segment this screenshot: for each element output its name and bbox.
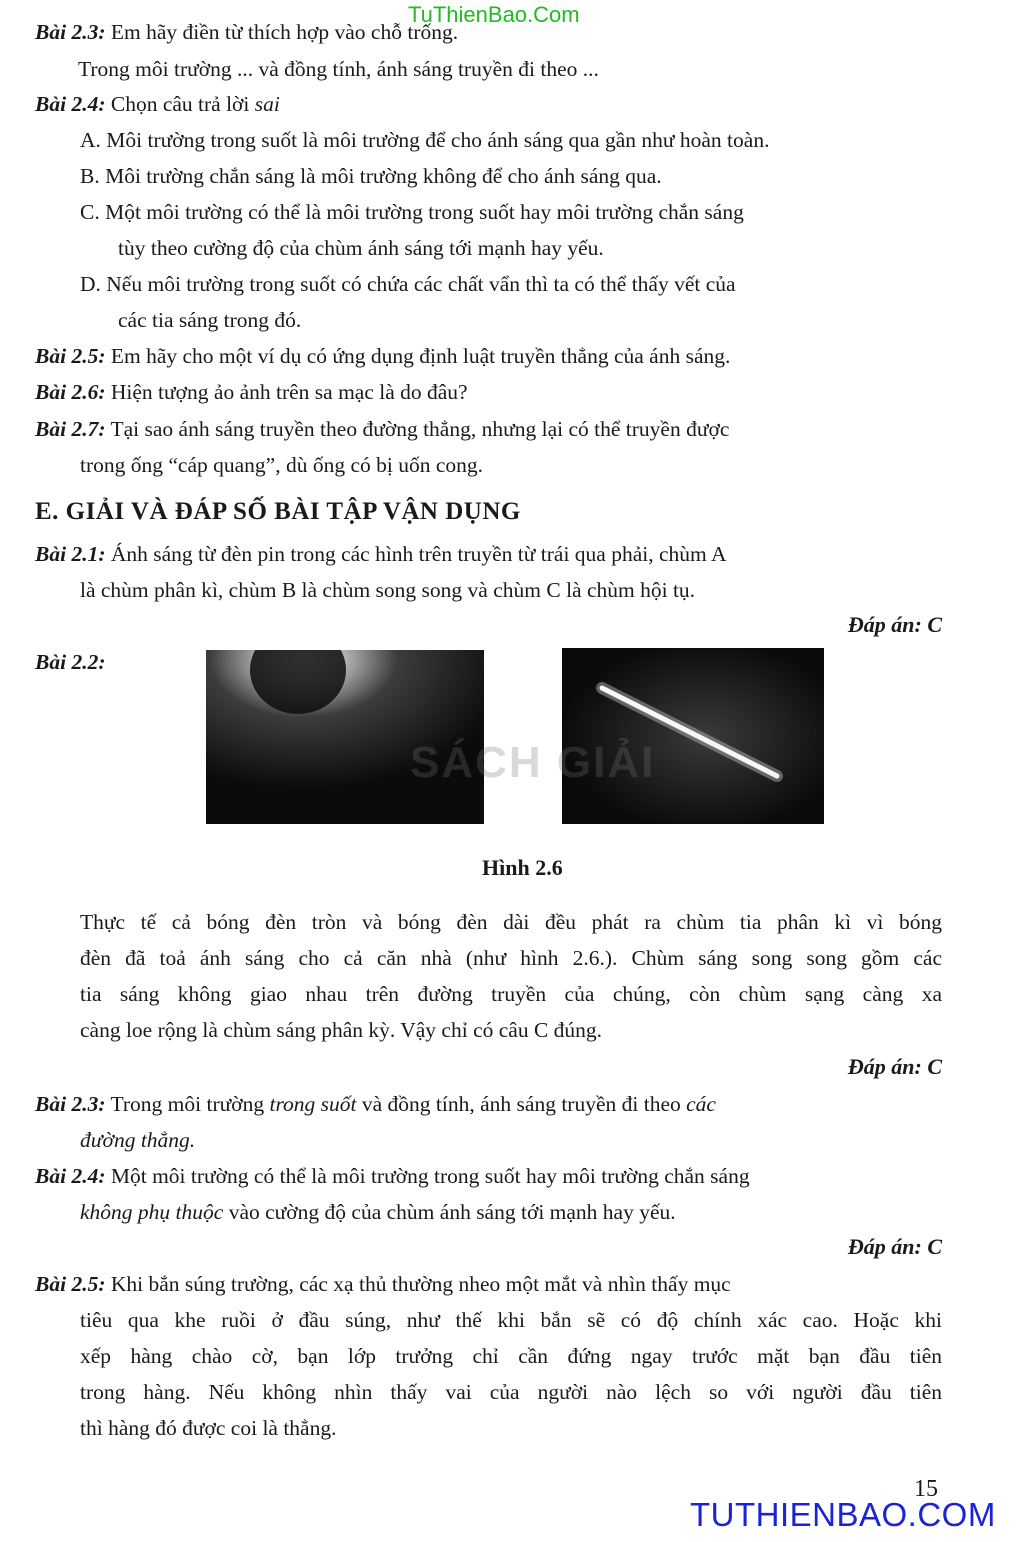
option-letter: D. bbox=[80, 272, 101, 296]
solution-text: Khi bắn súng trường, các xạ thủ thường nheo một mắt và nhìn thấy mục bbox=[110, 1272, 731, 1296]
page-number: 15 bbox=[914, 1476, 938, 1502]
answer-label: Đáp án: C bbox=[847, 1234, 942, 1259]
solution-2-5-line4: trong hàng. Nếu không nhìn thấy vai của người nào lệch so với người đầu tiên bbox=[80, 1380, 942, 1404]
option-text: Một môi trường có thể là môi trường trong suốt hay môi trường chắn sáng bbox=[105, 200, 744, 224]
exercise-2-4 bbox=[35, 90, 280, 118]
section-heading: E. GIẢI VÀ ĐÁP SỐ BÀI TẬP VẬN DỤNG bbox=[35, 498, 521, 525]
solution-2-1-line2: là chùm phân kì, chùm B là chùm song song và chùm C là chùm hội tụ. bbox=[80, 578, 696, 602]
long-bulb-glow-image bbox=[562, 648, 824, 824]
exercise-2-6 bbox=[35, 378, 468, 406]
solution-text: và đồng tính, ánh sáng truyền đi theo bbox=[361, 1092, 681, 1116]
solution-emphasis: các bbox=[686, 1092, 716, 1116]
option-b bbox=[80, 162, 662, 190]
solution-label: Bài 2.1: bbox=[35, 542, 106, 566]
solution-2-3-line2: đường thẳng. bbox=[80, 1128, 196, 1152]
watermark-middle: SÁCH GIẢI bbox=[410, 738, 656, 787]
solution-2-5-line3: xếp hàng chào cờ, bạn lớp trưởng chỉ cần đứng ngay trước mặt bạn đầu tiên bbox=[80, 1344, 942, 1368]
solution-label: Bài 2.5: bbox=[35, 1272, 106, 1296]
exercise-text: Chọn câu trả lời bbox=[110, 92, 250, 116]
exercise-2-3-line1 bbox=[35, 18, 458, 46]
solution-emphasis: không phụ thuộc bbox=[80, 1200, 224, 1224]
answer-label: Đáp án: C bbox=[847, 1054, 942, 1079]
solution-2-1-line1 bbox=[35, 540, 726, 568]
option-text: Môi trường chắn sáng là môi trường không để cho ánh sáng qua. bbox=[105, 164, 662, 188]
option-letter: A. bbox=[80, 128, 101, 152]
solution-text: vào cường độ của chùm ánh sáng tới mạnh hay yếu. bbox=[228, 1200, 676, 1224]
option-a bbox=[80, 126, 769, 154]
exercise-label: Bài 2.4: bbox=[35, 92, 106, 116]
exercise-label: Bài 2.7: bbox=[35, 417, 106, 441]
solution-label: Bài 2.3: bbox=[35, 1092, 106, 1116]
exercise-text: Em hãy điền từ thích hợp vào chỗ trống. bbox=[110, 20, 459, 44]
option-letter: C. bbox=[80, 200, 100, 224]
solution-2-2-label bbox=[35, 648, 105, 676]
solution-2-4-line1 bbox=[35, 1162, 750, 1190]
exercise-2-5 bbox=[35, 342, 730, 370]
figure-caption: Hình 2.6 bbox=[482, 855, 563, 880]
exercise-label: Bài 2.5: bbox=[35, 344, 106, 368]
exercise-2-7-line2: trong ống “cáp quang”, dù ống có bị uốn cong. bbox=[80, 453, 484, 477]
exercise-emphasis: sai bbox=[254, 92, 280, 116]
option-letter: B. bbox=[80, 164, 100, 188]
photo-round-bulb bbox=[206, 650, 484, 824]
exercise-text: Tại sao ánh sáng truyền theo đường thẳng, nhưng lại có thể truyền được bbox=[110, 417, 730, 441]
watermark-bottom: TUTHIENBAO.COM bbox=[690, 1496, 996, 1533]
solution-2-5-line5: thì hàng đó được coi là thẳng. bbox=[80, 1416, 337, 1440]
explanation-line-1: Thực tế cả bóng đèn tròn và bóng đèn dài đều phát ra chùm tia phân kì vì bóng bbox=[80, 910, 942, 934]
option-text: Nếu môi trường trong suốt có chứa các chất vẩn thì ta có thể thấy vết của bbox=[106, 272, 736, 296]
solution-2-5-line1 bbox=[35, 1270, 731, 1298]
exercise-text: Hiện tượng ảo ảnh trên sa mạc là do đâu? bbox=[110, 380, 468, 404]
explanation-line-2: đèn đã toả ánh sáng cho cả căn nhà (như hình 2.6.). Chùm sáng song song gồm các bbox=[80, 946, 942, 970]
option-d-line2: các tia sáng trong đó. bbox=[118, 308, 302, 332]
exercise-label: Bài 2.6: bbox=[35, 380, 106, 404]
solution-label: Bài 2.4: bbox=[35, 1164, 106, 1188]
option-d-line1 bbox=[80, 270, 736, 298]
photo-long-bulb bbox=[562, 648, 824, 824]
exercise-text: Em hãy cho một ví dụ có ứng dụng định luật truyền thẳng của ánh sáng. bbox=[110, 344, 731, 368]
solution-2-3-line1 bbox=[35, 1090, 716, 1118]
round-bulb-glow-image bbox=[206, 650, 484, 824]
solution-text: Trong môi trường bbox=[110, 1092, 265, 1116]
exercise-label: Bài 2.3: bbox=[35, 20, 106, 44]
solution-label: Bài 2.2: bbox=[35, 650, 106, 674]
exercise-2-3-line2: Trong môi trường ... và đồng tính, ánh sáng truyền đi theo ... bbox=[78, 57, 599, 81]
answer-label: Đáp án: C bbox=[847, 612, 942, 637]
exercise-2-7-line1 bbox=[35, 415, 729, 443]
option-c-line1 bbox=[80, 198, 744, 226]
solution-2-4-line2 bbox=[80, 1198, 676, 1226]
watermark-top: TuThienBao.Com bbox=[408, 2, 580, 27]
explanation-line-3: tia sáng không giao nhau trên đường truyền của chúng, còn chùm sạng càng xa bbox=[80, 982, 942, 1006]
solution-text: Một môi trường có thể là môi trường trong suốt hay môi trường chắn sáng bbox=[110, 1164, 750, 1188]
option-c-line2: tùy theo cường độ của chùm ánh sáng tới mạnh hay yếu. bbox=[118, 236, 604, 260]
solution-2-5-line2: tiêu qua khe ruồi ở đầu súng, như thế khi bắn sẽ có độ chính xác cao. Hoặc khi bbox=[80, 1308, 942, 1332]
option-text: Môi trường trong suốt là môi trường để cho ánh sáng qua gần như hoàn toàn. bbox=[106, 128, 770, 152]
solution-emphasis: trong suốt bbox=[269, 1092, 357, 1116]
explanation-line-4: càng loe rộng là chùm sáng phân kỳ. Vậy chỉ có câu C đúng. bbox=[80, 1018, 603, 1042]
solution-text: Ánh sáng từ đèn pin trong các hình trên truyền từ trái qua phải, chùm A bbox=[110, 542, 727, 566]
